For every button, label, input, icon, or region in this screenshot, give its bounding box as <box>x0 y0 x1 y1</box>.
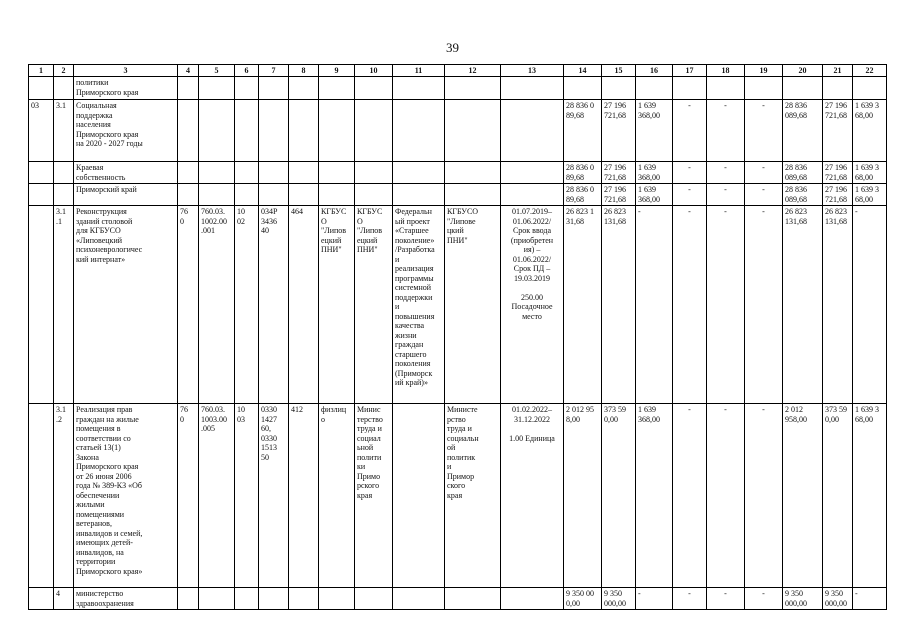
row-3-1-col-10 <box>355 100 393 162</box>
row-regional-policy-col-13 <box>501 77 564 100</box>
row-primorsky-krai-col-19: - <box>745 184 783 206</box>
row-4-col-10 <box>355 588 393 610</box>
header-cell-8: 8 <box>289 65 319 77</box>
row-3-1-2-col-19: - <box>745 404 783 588</box>
header-cell-22: 22 <box>853 65 887 77</box>
row-4-col-3: министерство здравоохранения <box>74 588 178 610</box>
row-3-1-1-col-19: - <box>745 206 783 404</box>
row-3-1-1-col-4: 76 0 <box>178 206 199 404</box>
budget-table <box>28 64 887 610</box>
row-4-col-18: - <box>707 588 745 610</box>
header-row <box>29 65 887 77</box>
row-primorsky-krai <box>29 184 887 206</box>
row-3-1-col-11 <box>393 100 445 162</box>
row-3-1-2-col-8: 412 <box>289 404 319 588</box>
row-3-1-2-col-18: - <box>707 404 745 588</box>
row-regional-property-col-22: 1 639 3 68,00 <box>853 162 887 184</box>
row-regional-property-col-15: 27 196 721,68 <box>602 162 636 184</box>
row-3-1-1-col-7: 034Р 3436 40 <box>259 206 289 404</box>
row-primorsky-krai-col-18: - <box>707 184 745 206</box>
row-4-col-12 <box>445 588 501 610</box>
row-3-1-2-col-2: 3.1 .2 <box>54 404 74 588</box>
row-3-1-1-col-14: 26 823 1 31,68 <box>564 206 602 404</box>
row-4-col-1 <box>29 588 54 610</box>
row-regional-property-col-18: - <box>707 162 745 184</box>
row-4-col-22: - <box>853 588 887 610</box>
row-3-1-col-4 <box>178 100 199 162</box>
header-cell-17: 17 <box>673 65 707 77</box>
header-cell-13: 13 <box>501 65 564 77</box>
row-4-col-6 <box>235 588 259 610</box>
row-regional-property-col-9 <box>319 162 355 184</box>
row-3-1-2-col-21: 373 59 0,00 <box>823 404 853 588</box>
row-regional-policy-col-20 <box>783 77 823 100</box>
row-3-1-1-col-18: - <box>707 206 745 404</box>
row-3-1-col-6 <box>235 100 259 162</box>
row-regional-policy-col-2 <box>54 77 74 100</box>
header-cell-14: 14 <box>564 65 602 77</box>
row-regional-policy-col-9 <box>319 77 355 100</box>
row-primorsky-krai-col-14: 28 836 0 89,68 <box>564 184 602 206</box>
row-primorsky-krai-col-9 <box>319 184 355 206</box>
row-3-1-col-22: 1 639 3 68,00 <box>853 100 887 162</box>
row-regional-property-col-13 <box>501 162 564 184</box>
row-primorsky-krai-col-6 <box>235 184 259 206</box>
row-regional-policy-col-1 <box>29 77 54 100</box>
row-primorsky-krai-col-22: 1 639 3 68,00 <box>853 184 887 206</box>
row-primorsky-krai-col-8 <box>289 184 319 206</box>
row-3-1-1-col-3: Реконструкция зданий столовой для КГБУСО «Липовецкий психоневрологичес кий интернат» <box>74 206 178 404</box>
row-regional-policy <box>29 77 887 100</box>
row-3-1-1-col-10: КГБУС О "Липов ецкий ПНИ" <box>355 206 393 404</box>
row-3-1-1-col-16: - <box>636 206 673 404</box>
header-cell-16: 16 <box>636 65 673 77</box>
row-primorsky-krai-col-2 <box>54 184 74 206</box>
row-3-1-2-col-4: 76 0 <box>178 404 199 588</box>
row-regional-property-col-16: 1 639 368,00 <box>636 162 673 184</box>
row-3-1-col-19: - <box>745 100 783 162</box>
row-3-1-2-col-10: Минис терство труда и социал ьной полити ки Примо рского края <box>355 404 393 588</box>
row-primorsky-krai-col-7 <box>259 184 289 206</box>
row-3-1-1-col-1 <box>29 206 54 404</box>
row-primorsky-krai-col-17: - <box>673 184 707 206</box>
row-3-1-2 <box>29 404 887 588</box>
header-cell-4: 4 <box>178 65 199 77</box>
header-cell-5: 5 <box>199 65 235 77</box>
row-primorsky-krai-col-3: Приморский край <box>74 184 178 206</box>
header-cell-1: 1 <box>29 65 54 77</box>
row-3-1-1-col-17: - <box>673 206 707 404</box>
row-regional-policy-col-17 <box>673 77 707 100</box>
row-3-1-col-17: - <box>673 100 707 162</box>
row-3-1-1 <box>29 206 887 404</box>
row-primorsky-krai-col-20: 28 836 089,68 <box>783 184 823 206</box>
row-3-1-col-21: 27 196 721,68 <box>823 100 853 162</box>
header-cell-3: 3 <box>74 65 178 77</box>
row-4-col-17: - <box>673 588 707 610</box>
row-regional-property-col-21: 27 196 721,68 <box>823 162 853 184</box>
row-3-1-col-9 <box>319 100 355 162</box>
row-3-1-2-col-5: 760.03. 1003.00 .005 <box>199 404 235 588</box>
row-3-1-1-col-13: 01.07.2019– 01.06.2022/ Срок ввода (приобретен ия) – 01.06.2022/ Срок ПД – 19.03.2019 250.00 Посадочное место <box>501 206 564 404</box>
row-regional-policy-col-12 <box>445 77 501 100</box>
header-cell-9: 9 <box>319 65 355 77</box>
row-3-1-2-col-16: 1 639 368,00 <box>636 404 673 588</box>
row-regional-policy-col-11 <box>393 77 445 100</box>
row-3-1-2-col-11 <box>393 404 445 588</box>
row-3-1-col-14: 28 836 0 89,68 <box>564 100 602 162</box>
row-regional-policy-col-18 <box>707 77 745 100</box>
row-primorsky-krai-col-11 <box>393 184 445 206</box>
row-4-col-11 <box>393 588 445 610</box>
row-regional-property-col-11 <box>393 162 445 184</box>
header-cell-12: 12 <box>445 65 501 77</box>
header-cell-2: 2 <box>54 65 74 77</box>
row-regional-policy-col-3: политики Приморского края <box>74 77 178 100</box>
row-regional-property-col-17: - <box>673 162 707 184</box>
row-3-1-1-col-21: 26 823 131,68 <box>823 206 853 404</box>
row-3-1-1-col-11: Федеральн ый проект «Старшее поколение» /Разработка и реализация программы системной поддержки и повышения качества жизни граждан старшего поколения (Приморск ий край)» <box>393 206 445 404</box>
row-primorsky-krai-col-4 <box>178 184 199 206</box>
row-regional-policy-col-6 <box>235 77 259 100</box>
row-4-col-14: 9 350 00 0,00 <box>564 588 602 610</box>
row-regional-policy-col-10 <box>355 77 393 100</box>
row-3-1-col-7 <box>259 100 289 162</box>
row-regional-property-col-3: Краевая собственность <box>74 162 178 184</box>
row-regional-property-col-10 <box>355 162 393 184</box>
row-regional-property-col-7 <box>259 162 289 184</box>
row-regional-property-col-2 <box>54 162 74 184</box>
row-3-1-col-3: Социальная поддержка населения Приморского края на 2020 - 2027 годы <box>74 100 178 162</box>
row-3-1-2-col-1 <box>29 404 54 588</box>
row-4 <box>29 588 887 610</box>
row-3-1-1-col-15: 26 823 131,68 <box>602 206 636 404</box>
row-3-1 <box>29 100 887 162</box>
row-3-1-col-1: 03 <box>29 100 54 162</box>
row-3-1-1-col-20: 26 823 131,68 <box>783 206 823 404</box>
row-regional-property-col-5 <box>199 162 235 184</box>
row-3-1-2-col-7: 0330 1427 60, 0330 1513 50 <box>259 404 289 588</box>
row-3-1-2-col-15: 373 59 0,00 <box>602 404 636 588</box>
row-3-1-2-col-14: 2 012 95 8,00 <box>564 404 602 588</box>
row-regional-policy-col-4 <box>178 77 199 100</box>
header-cell-18: 18 <box>707 65 745 77</box>
row-4-col-4 <box>178 588 199 610</box>
row-primorsky-krai-col-1 <box>29 184 54 206</box>
row-primorsky-krai-col-13 <box>501 184 564 206</box>
row-3-1-1-col-5: 760.03. 1002.00 .001 <box>199 206 235 404</box>
row-regional-property-col-19: - <box>745 162 783 184</box>
header-cell-10: 10 <box>355 65 393 77</box>
header-cell-15: 15 <box>602 65 636 77</box>
row-regional-policy-col-8 <box>289 77 319 100</box>
row-primorsky-krai-col-21: 27 196 721,68 <box>823 184 853 206</box>
row-4-col-9 <box>319 588 355 610</box>
row-regional-property-col-6 <box>235 162 259 184</box>
row-4-col-5 <box>199 588 235 610</box>
row-3-1-2-col-22: 1 639 3 68,00 <box>853 404 887 588</box>
row-primorsky-krai-col-10 <box>355 184 393 206</box>
row-regional-property-col-20: 28 836 089,68 <box>783 162 823 184</box>
row-4-col-2: 4 <box>54 588 74 610</box>
row-3-1-2-col-17: - <box>673 404 707 588</box>
row-3-1-1-col-9: КГБУС О "Липов ецкий ПНИ" <box>319 206 355 404</box>
row-3-1-1-col-22: - <box>853 206 887 404</box>
row-3-1-col-15: 27 196 721,68 <box>602 100 636 162</box>
row-3-1-col-16: 1 639 368,00 <box>636 100 673 162</box>
row-primorsky-krai-col-15: 27 196 721,68 <box>602 184 636 206</box>
row-regional-property-col-8 <box>289 162 319 184</box>
row-4-col-7 <box>259 588 289 610</box>
row-primorsky-krai-col-5 <box>199 184 235 206</box>
row-4-col-19: - <box>745 588 783 610</box>
row-regional-policy-col-22 <box>853 77 887 100</box>
row-regional-property-col-4 <box>178 162 199 184</box>
row-3-1-col-5 <box>199 100 235 162</box>
row-3-1-1-col-12: КГБУСО "Липове цкий ПНИ" <box>445 206 501 404</box>
row-3-1-2-col-6: 10 03 <box>235 404 259 588</box>
row-primorsky-krai-col-16: 1 639 368,00 <box>636 184 673 206</box>
row-3-1-1-col-6: 10 02 <box>235 206 259 404</box>
header-cell-19: 19 <box>745 65 783 77</box>
row-3-1-2-col-13: 01.02.2022– 31.12.2022 1.00 Единица <box>501 404 564 588</box>
row-4-col-15: 9 350 000,00 <box>602 588 636 610</box>
row-regional-policy-col-16 <box>636 77 673 100</box>
row-3-1-col-20: 28 836 089,68 <box>783 100 823 162</box>
row-3-1-col-8 <box>289 100 319 162</box>
row-4-col-20: 9 350 000,00 <box>783 588 823 610</box>
row-3-1-1-col-2: 3.1 .1 <box>54 206 74 404</box>
row-3-1-col-13 <box>501 100 564 162</box>
row-3-1-col-2: 3.1 <box>54 100 74 162</box>
row-regional-property <box>29 162 887 184</box>
header-cell-20: 20 <box>783 65 823 77</box>
row-4-col-13 <box>501 588 564 610</box>
row-regional-property-col-1 <box>29 162 54 184</box>
header-cell-11: 11 <box>393 65 445 77</box>
row-regional-policy-col-21 <box>823 77 853 100</box>
row-regional-property-col-14: 28 836 0 89,68 <box>564 162 602 184</box>
row-regional-policy-col-15 <box>602 77 636 100</box>
row-primorsky-krai-col-12 <box>445 184 501 206</box>
row-regional-property-col-12 <box>445 162 501 184</box>
row-4-col-16: - <box>636 588 673 610</box>
row-3-1-2-col-9: физлиц о <box>319 404 355 588</box>
row-regional-policy-col-19 <box>745 77 783 100</box>
page-number: 39 <box>446 40 459 55</box>
row-3-1-2-col-12: Министе рство труда и социальн ой политик и Примор ского края <box>445 404 501 588</box>
header-cell-6: 6 <box>235 65 259 77</box>
header-cell-21: 21 <box>823 65 853 77</box>
row-3-1-col-12 <box>445 100 501 162</box>
row-regional-policy-col-7 <box>259 77 289 100</box>
row-regional-policy-col-5 <box>199 77 235 100</box>
row-regional-policy-col-14 <box>564 77 602 100</box>
row-3-1-1-col-8: 464 <box>289 206 319 404</box>
row-4-col-21: 9 350 000,00 <box>823 588 853 610</box>
row-3-1-2-col-3: Реализация прав граждан на жилые помещения в соответствии со статьей 13(1) Закона Приморского края от 26 июня 2006 года № 389-КЗ «Об обеспечении жилыми помещениями ветеранов, инвалидов и семей, имеющих детей- инвалидов, на территории Приморского края» <box>74 404 178 588</box>
row-4-col-8 <box>289 588 319 610</box>
row-3-1-2-col-20: 2 012 958,00 <box>783 404 823 588</box>
row-3-1-col-18: - <box>707 100 745 162</box>
header-cell-7: 7 <box>259 65 289 77</box>
